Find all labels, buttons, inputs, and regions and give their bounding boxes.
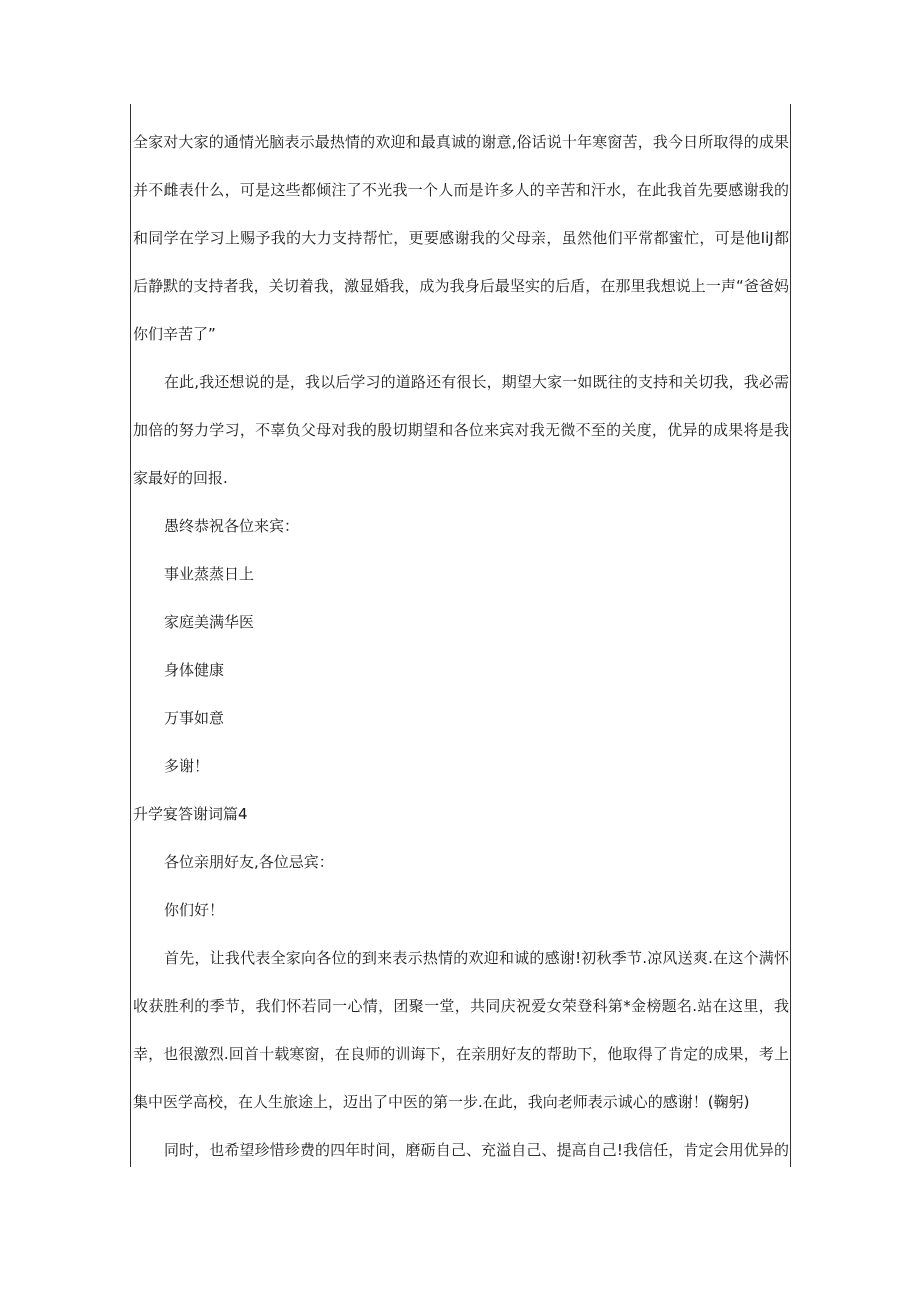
document-body [133, 118, 789, 1174]
greeting: 你们好！ [164, 901, 225, 919]
closing-greeting: 愚终恭祝各位来宾： [164, 517, 300, 535]
wish-item: 身体健康 [164, 661, 225, 679]
paragraph-line: 家最好的回报. [133, 469, 228, 487]
paragraph-line: 和同学在学习上赐予我的大力支持帮忙，更要感谢我的父母亲，虽然他们平常都蜜忙，可是他IiJ都 [133, 229, 789, 247]
wish-item: 万事如意 [164, 709, 225, 727]
right-margin-rule [790, 104, 791, 1167]
wish-item: 事业蒸蒸日上 [164, 565, 255, 583]
paragraph-line: 首先，让我代表全家向各位的到来表示热情的欢迎和诚的感谢!初秋季节.凉风送爽.在这个满怀 [164, 949, 789, 967]
thanks-line: 多谢！ [164, 757, 210, 775]
left-margin-rule [130, 104, 131, 1167]
paragraph-line: 幸，也很激烈.回首十载寒窗，在良师的训诲下，在亲朋好友的帮助下，他取得了肯定的成果，考上 [133, 1045, 789, 1063]
paragraph-line: 收获胜利的季节，我们怀若同一心情，团聚一堂，共同庆祝爱女荣登科第*金榜题名.站在这里，我 [133, 997, 789, 1015]
paragraph-line: 加倍的努力学习，不辜负父母对我的殷切期望和各位来宾对我无微不至的关度，优异的成果将是我 [133, 421, 789, 439]
paragraph-line: 你们辛苦了” [133, 325, 216, 343]
wish-item: 家庭美满华医 [164, 613, 255, 631]
section-heading: 升学宴答谢词篇4 [133, 805, 248, 823]
salutation: 各位亲朋好友,各位忌宾： [164, 853, 334, 871]
paragraph-line: 同时，也希望珍惜珍费的四年时间，磨砺自己、充溢自己、提高自己!我信任，肯定会用优异的 [164, 1141, 789, 1159]
paragraph-line: 在此,我还想说的是，我以后学习的道路还有很长，期望大家一如既往的支持和关切我，我必需 [164, 373, 789, 391]
paragraph-line: 集中医学高校，在人生旅途上，迈出了中医的第一步.在此，我向老师表示诚心的感谢！(鞠躬) [133, 1093, 750, 1111]
paragraph-line: 全家对大家的通情光脑表示最热情的欢迎和最真诚的谢意,俗话说十年寒窗苦，我今日所取得的成果 [133, 133, 789, 151]
paragraph-line: 并不雌表什么，可是这些都倾注了不光我一个人而是许多人的辛苦和汗水，在此我首先要感谢我的 [133, 181, 789, 199]
paragraph-line: 后静默的支持者我，关切着我，激显婚我，成为我身后最坚实的后盾，在那里我想说上一声“爸爸妈 [133, 277, 789, 295]
